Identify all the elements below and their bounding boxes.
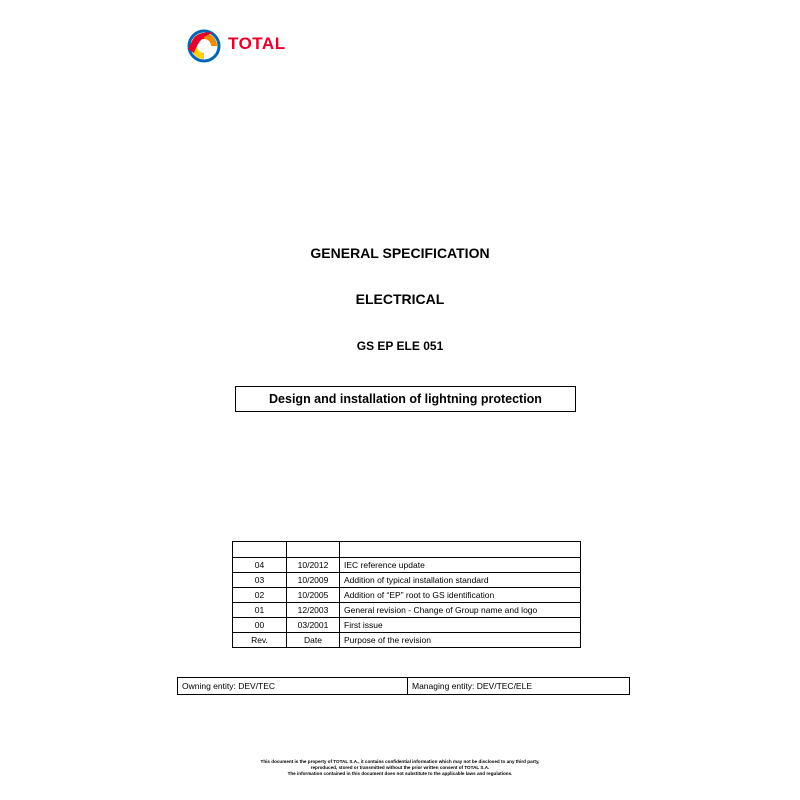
table-header-row [233,633,581,648]
footer-line: This document is the property of TOTAL S.A., it contains confidential information which may not be disclosed to any third party, [260,759,540,764]
table-row [233,573,581,588]
entity-table [177,677,630,695]
total-logo-icon [184,25,224,65]
table-row [233,603,581,618]
revision-purpose: Addition of “EP” root to GS identification [340,588,581,603]
revision-number: 04 [233,558,287,573]
revision-date: 10/2012 [287,558,340,573]
table-row [233,542,581,558]
revision-number: 02 [233,588,287,603]
document-type-heading: GENERAL SPECIFICATION [310,245,490,261]
table-row [233,558,581,573]
table-row [233,618,581,633]
owning-entity: Owning entity: DEV/TEC [178,678,408,695]
revision-table [232,541,581,648]
table-row [178,678,630,695]
revision-date: 10/2009 [287,573,340,588]
document-reference: GS EP ELE 051 [356,339,444,353]
footer-line: The information contained in this document does not substitute to the applicable laws and regulations. [287,770,513,776]
total-wordmark: TOTAL [228,34,286,53]
revision-date: 10/2005 [287,588,340,603]
table-row [233,588,581,603]
revision-purpose: General revision - Change of Group name and logo [340,603,581,618]
revision-purpose: IEC reference update [340,558,581,573]
revision-number: 00 [233,618,287,633]
revision-purpose: First issue [340,618,581,633]
revision-date: 12/2003 [287,603,340,618]
total-logo [184,25,304,65]
revision-purpose: Addition of typical installation standard [340,573,581,588]
revision-number: 03 [233,573,287,588]
revision-number: 01 [233,603,287,618]
column-header-rev: Rev. [233,633,287,648]
discipline-heading: ELECTRICAL [355,291,445,307]
confidentiality-notice [0,759,800,777]
managing-entity: Managing entity: DEV/TEC/ELE [408,678,630,695]
column-header-purpose: Purpose of the revision [340,633,581,648]
revision-date: 03/2001 [287,618,340,633]
document-title: Design and installation of lightning protection [235,386,576,412]
footer-line: reproduced, stored or transmitted without the prior written consent of TOTAL S.A. [310,764,490,770]
column-header-date: Date [287,633,340,648]
